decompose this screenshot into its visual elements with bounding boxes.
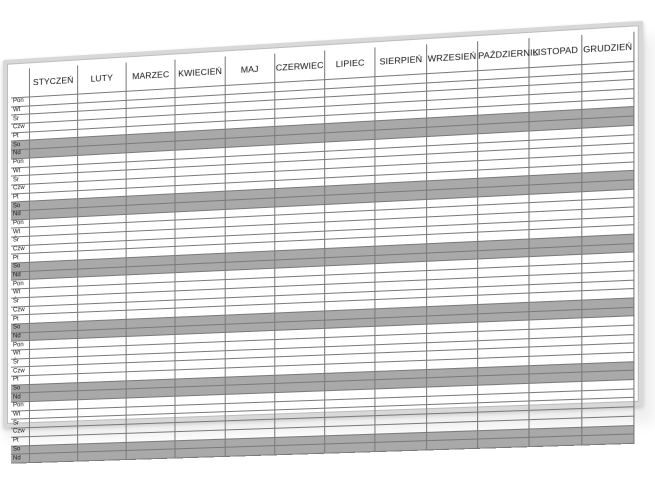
day-label: So bbox=[11, 323, 29, 332]
month-header: SIERPIEŃ bbox=[375, 44, 426, 76]
day-label: Śr bbox=[11, 297, 29, 306]
month-header: LIPIEC bbox=[325, 47, 376, 79]
planner-cell bbox=[478, 438, 530, 449]
planner-cell bbox=[225, 446, 275, 456]
day-label: Wt bbox=[11, 410, 29, 419]
month-header: MARZEC bbox=[126, 60, 175, 92]
planner-grid bbox=[11, 32, 635, 464]
planner-cell bbox=[29, 452, 77, 462]
day-label: Pt bbox=[11, 315, 29, 324]
day-label: Czw bbox=[11, 367, 29, 376]
day-label: Czw bbox=[11, 123, 29, 133]
month-header: LUTY bbox=[77, 63, 126, 95]
day-label: Śr bbox=[11, 114, 29, 124]
day-label: Nd bbox=[11, 393, 29, 402]
day-label: So bbox=[11, 445, 29, 454]
day-label: Pon bbox=[11, 219, 29, 229]
day-label: Pon bbox=[11, 97, 29, 107]
day-label: Wt bbox=[11, 288, 29, 297]
day-label: Pt bbox=[11, 436, 29, 445]
month-header: GRUDZIEŃ bbox=[581, 32, 634, 65]
planner-cell bbox=[529, 436, 581, 447]
day-label: Czw bbox=[11, 306, 29, 315]
month-header: PAŹDZIERNIK bbox=[478, 38, 530, 71]
day-label: Pon bbox=[11, 341, 29, 350]
day-label: Czw bbox=[11, 245, 29, 255]
planner-cell bbox=[175, 447, 224, 457]
planner-cell bbox=[325, 443, 376, 454]
month-header: KWIECIEŃ bbox=[175, 57, 224, 89]
month-header: MAJ bbox=[225, 54, 275, 86]
planner-cell bbox=[275, 444, 325, 454]
planner-cell bbox=[126, 449, 175, 459]
day-label: Wt bbox=[11, 349, 29, 358]
day-label: Czw bbox=[11, 184, 29, 194]
day-label: Pt bbox=[11, 254, 29, 264]
planner-cell bbox=[581, 434, 634, 445]
month-header: LISTOPAD bbox=[529, 35, 581, 68]
day-label: Nd bbox=[11, 454, 29, 463]
month-header: STYCZEŃ bbox=[29, 65, 77, 96]
planner-cell bbox=[426, 439, 477, 450]
day-label: Śr bbox=[11, 236, 29, 246]
day-label: So bbox=[11, 384, 29, 393]
day-label: So bbox=[11, 262, 29, 272]
day-label: Czw bbox=[11, 428, 29, 437]
day-label: Pon bbox=[11, 280, 29, 290]
day-label: Wt bbox=[11, 167, 29, 177]
planner-rows bbox=[11, 62, 634, 464]
planner-cell bbox=[77, 451, 126, 461]
year-planner-board bbox=[3, 21, 643, 462]
day-label: Nd bbox=[11, 271, 29, 281]
day-label: Pt bbox=[11, 376, 29, 385]
day-label: Pt bbox=[11, 132, 29, 142]
day-label: Śr bbox=[11, 419, 29, 428]
day-label: Pt bbox=[11, 193, 29, 203]
day-label: Wt bbox=[11, 228, 29, 238]
day-label: Śr bbox=[11, 175, 29, 185]
day-label: Nd bbox=[11, 149, 29, 159]
month-header: CZERWIEC bbox=[275, 50, 325, 82]
planner-cell bbox=[375, 441, 426, 452]
day-column-header bbox=[11, 68, 29, 98]
day-label: Nd bbox=[11, 210, 29, 220]
day-label: Pon bbox=[11, 402, 29, 411]
day-label: Śr bbox=[11, 358, 29, 367]
day-label: Pon bbox=[11, 158, 29, 168]
day-label: Wt bbox=[11, 106, 29, 116]
day-label: Nd bbox=[11, 332, 29, 341]
day-label: So bbox=[11, 201, 29, 211]
month-header: WRZESIEŃ bbox=[426, 41, 477, 73]
day-label: So bbox=[11, 140, 29, 150]
